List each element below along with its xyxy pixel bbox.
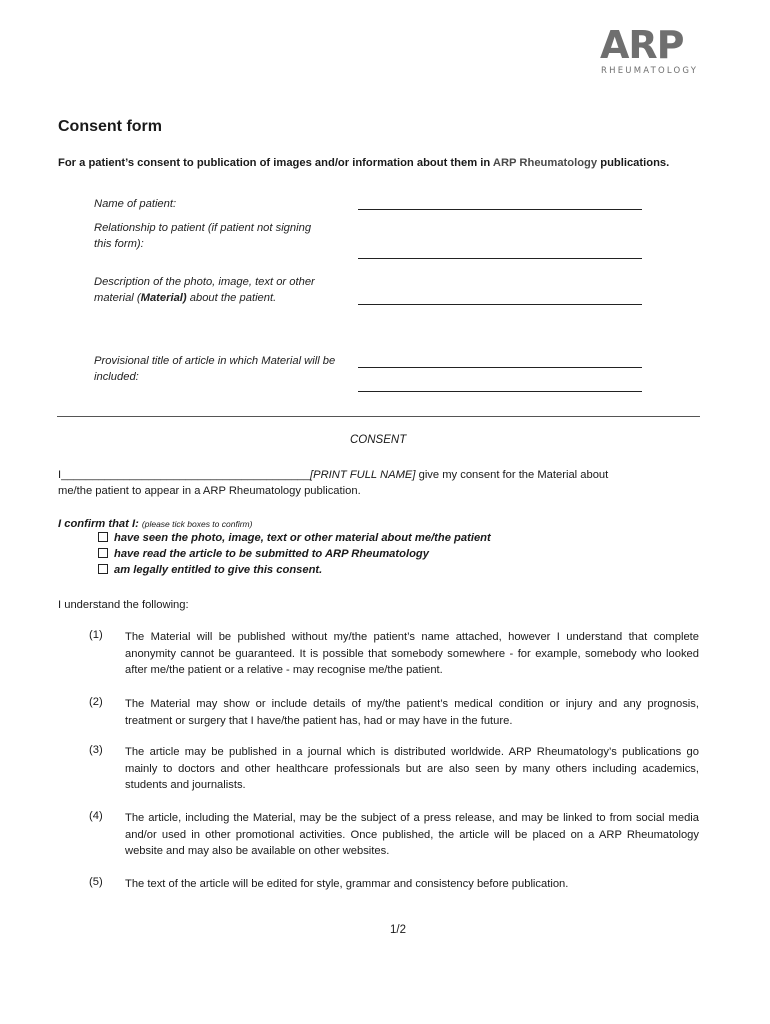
section-divider <box>57 416 700 417</box>
name-field[interactable] <box>358 209 642 210</box>
name-label: Name of patient: <box>94 198 177 210</box>
item-number: (1) <box>89 629 103 641</box>
logo-subtitle: RHEUMATOLOGY <box>601 66 699 76</box>
logo-mark: ARP <box>600 23 684 67</box>
subtitle-brand: ARP Rheumatology <box>492 157 598 169</box>
description-label: Description of the photo, image, text or other material (Material) about the patient. <box>94 276 315 304</box>
consent-heading: CONSENT <box>350 434 407 446</box>
subtitle-text: For a patient’s consent to publication of images and/or information about them in <box>58 157 493 169</box>
item-number: (2) <box>89 696 103 708</box>
consent-line-1: I________________________________________[PRINT FULL NAME] give my consent for the Material about <box>58 469 609 481</box>
arp-logo <box>598 23 718 78</box>
article-title-field-1[interactable] <box>358 367 642 368</box>
list-item: The Material will be published without my/the patient’s name attached, however I understand that complete anonymity cannot be guaranteed. It is possible that somebody somewhere - for example, somebody who looked after me/the patient or a relative - may recognise me/the patient. <box>125 631 699 676</box>
item-number: (5) <box>89 876 103 888</box>
confirm-label: I confirm that I: (please tick boxes to confirm) <box>58 518 253 530</box>
full-name-field[interactable]: ________________________________________ <box>61 469 310 481</box>
description-field[interactable] <box>358 304 642 305</box>
checkbox-icon[interactable] <box>98 564 108 574</box>
list-item: The article may be published in a journal which is distributed worldwide. ARP Rheumatology’s publications go mainly to doctors and other healthcare professionals but are also seen by many others including academics, students and journalists. <box>125 746 699 791</box>
item-number: (4) <box>89 810 103 822</box>
page-title: Consent form <box>58 118 162 135</box>
subtitle-end: publications. <box>597 157 670 169</box>
relationship-field[interactable] <box>358 258 642 259</box>
article-title-field-2[interactable] <box>358 391 642 392</box>
checkbox-entitled[interactable]: am legally entitled to give this consent. <box>98 564 322 576</box>
checkbox-seen[interactable]: have seen the photo, image, text or other material about me/the patient <box>98 532 491 544</box>
understand-heading: I understand the following: <box>58 599 189 611</box>
list-item: The Material may show or include details of my/the patient’s medical condition or injury and any prognosis, treatment or surgery that I have/the patient has, had or may have in the future. <box>125 698 699 727</box>
checkbox-icon[interactable] <box>98 532 108 542</box>
consent-line-2: me/the patient to appear in a ARP Rheumatology publication. <box>58 485 361 497</box>
page-number: 1/2 <box>390 924 406 936</box>
item-number: (3) <box>89 744 103 756</box>
list-item: The text of the article will be edited for style, grammar and consistency before publication. <box>125 878 569 890</box>
page-subtitle <box>58 157 669 169</box>
checkbox-read[interactable]: have read the article to be submitted to ARP Rheumatology <box>98 548 429 560</box>
article-title-label: Provisional title of article in which Material will be included: <box>94 355 336 383</box>
list-item: The article, including the Material, may be the subject of a press release, and may be linked to from social media and/or used in other promotional activities. Once published, the article will be placed on a ARP Rheumatology website and may also be available on other websites. <box>125 812 699 857</box>
relationship-label: Relationship to patient (if patient not signing this form): <box>94 222 312 250</box>
checkbox-icon[interactable] <box>98 548 108 558</box>
